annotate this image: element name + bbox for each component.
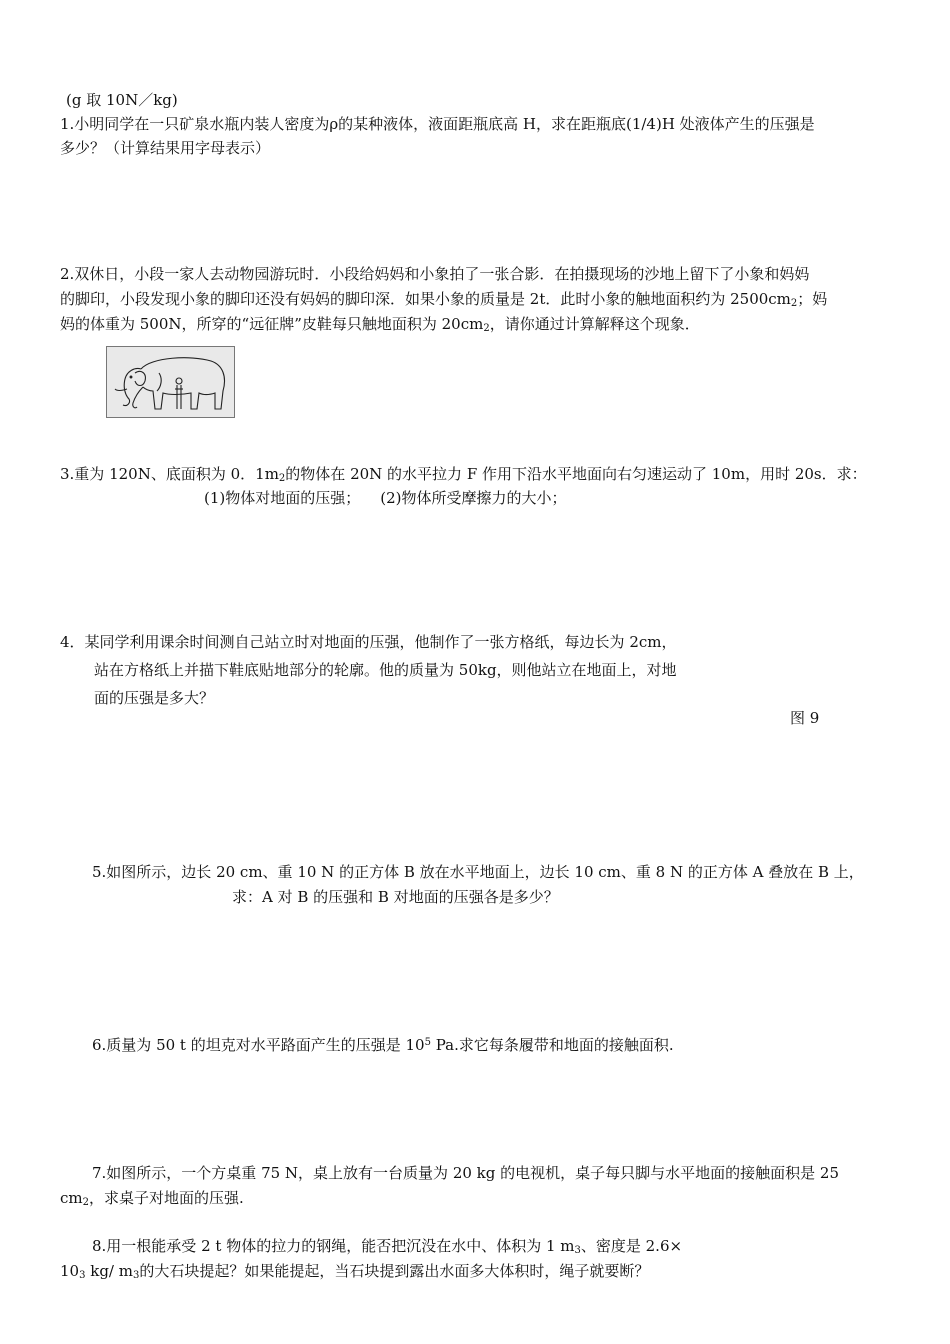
q2-line2: 的脚印，小段发现小象的脚印还没有妈妈的脚印深．如果小象的质量是 2t．此时小象的触地面积约为 $2500cm_2$；妈 [60,290,828,309]
q2-line1: 2.双休日，小段一家人去动物园游玩时．小段给妈妈和小象拍了一张合影．在拍摄现场的沙地上留下了小象和妈妈 [60,265,810,283]
q3-part2: (2)物体所受摩擦力的大小； [380,489,567,507]
q3-parts [204,488,567,508]
q5-line2: 求：A 对 B 的压强和 B 对地面的压强各是多少？ [232,888,559,906]
figure-9-label: 图 9 [790,709,820,727]
q8-line2: $10_3$ kg/ $m_3$的大石块提起？如果能提起，当石块提到露出水面多大体积时，绳子就要断？ [60,1262,650,1281]
elephant-figure [106,346,235,418]
q8-line1: 8.用一根能承受 2 t 物体的拉力的钢绳，能否把沉没在水中、体积为 1 $m_3$、密度是 2.6× [92,1237,683,1256]
q4-line3: 面的压强是多大？ [94,689,215,707]
q3-line1: 3.重为 120N、底面积为 0．$1m_2$的物体在 20N 的水平拉力 F 作用下沿水平地面向右匀速运动了 10m，用时 20s．求： [60,465,867,484]
q6-line: 6.质量为 50 t 的坦克对水平路面产生的压强是 $10^5$ Pa.求它每条履带和地面的接触面积. [92,1036,674,1054]
q7-line2: $cm_2$，求桌子对地面的压强. [60,1189,244,1208]
elephant-sketch-icon [111,351,231,415]
q4-line1: 4．某同学利用课余时间测自己站立时对地面的压强，他制作了一张方格纸，每边长为 2cm， [60,633,677,651]
q7-line1: 7.如图所示，一个方桌重 75 N，桌上放有一台质量为 20 kg 的电视机，桌子每只脚与水平地面的接触面积是 25 [92,1164,840,1182]
q3-part1: (1)物体对地面的压强； [204,489,361,507]
q4-line2: 站在方格纸上并描下鞋底贴地部分的轮廓。他的质量为 50kg，则他站立在地面上，对地 [94,661,677,679]
q5-line1: 5.如图所示，边长 20 cm、重 10 N 的正方体 B 放在水平地面上，边长 10 cm、重 8 N 的正方体 A 叠放在 B 上， [92,863,864,881]
q1-line1: 1.小明同学在一只矿泉水瓶内装人密度为ρ的某种液体，液面距瓶底高 H，求在距瓶底(1/4)H 处液体产生的压强是 [60,115,815,133]
header-note: (g 取 10N／kg) [66,91,178,109]
q2-line3: 妈的体重为 500N，所穿的“远征牌”皮鞋每只触地面积为 $20cm_2$，请你通过计算解释这个现象． [60,315,700,334]
q1-line2: 多少？（计算结果用字母表示） [60,139,271,157]
